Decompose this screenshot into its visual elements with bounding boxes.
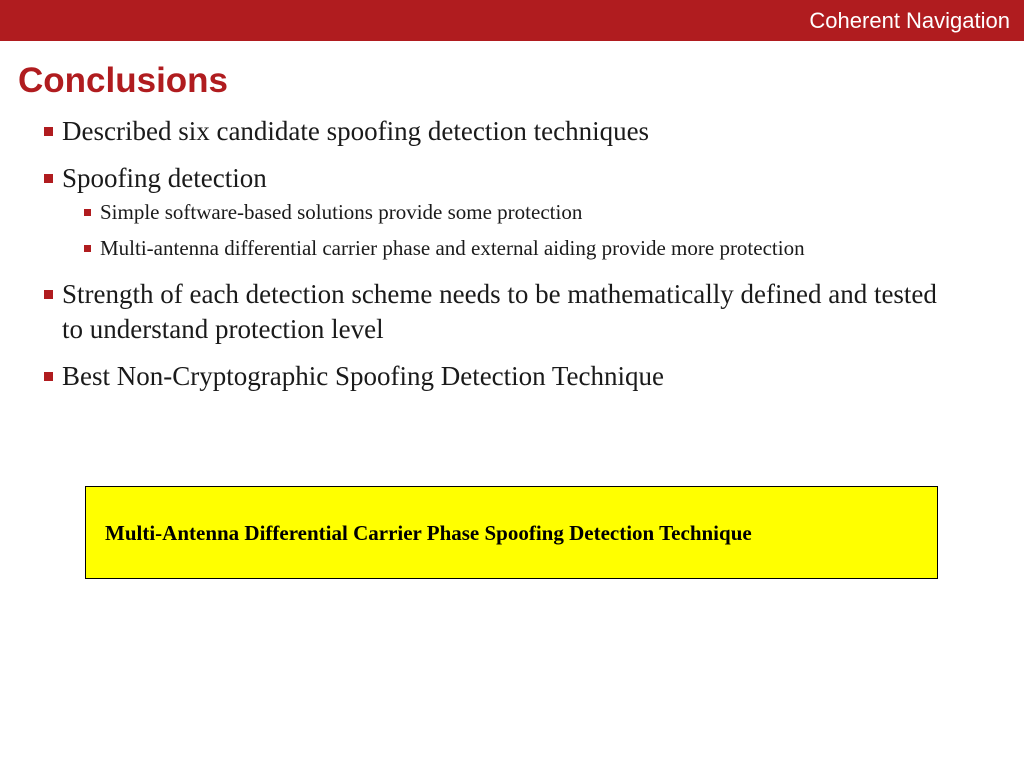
highlight-callout-box: [85, 486, 938, 579]
callout-text: Multi-Antenna Differential Carrier Phase Spoofing Detection Technique: [105, 521, 752, 545]
bullet-list: [44, 114, 964, 406]
bullet-item: [44, 359, 964, 394]
sub-bullet-text: Simple software-based solutions provide some protection: [100, 200, 583, 224]
bullet-item: [44, 277, 964, 347]
square-bullet-icon: [84, 209, 91, 216]
square-bullet-icon: [44, 174, 53, 183]
sub-bullet-text: Multi-antenna differential carrier phase and external aiding provide more protection: [100, 236, 805, 260]
square-bullet-icon: [44, 127, 53, 136]
bullet-item: [44, 161, 964, 196]
brand-label: Coherent Navigation: [809, 8, 1010, 33]
square-bullet-icon: [44, 372, 53, 381]
bullet-item: [44, 114, 964, 149]
bullet-text: Best Non-Cryptographic Spoofing Detection Technique: [62, 361, 664, 391]
bullet-text: Strength of each detection scheme needs to be mathematically defined and tested to understand protection level: [62, 279, 937, 344]
slide-title: Conclusions: [18, 61, 229, 100]
bullet-text: Described six candidate spoofing detection techniques: [62, 116, 650, 146]
header-bar: [0, 0, 1024, 41]
sub-bullet-item: [82, 200, 964, 225]
square-bullet-icon: [44, 290, 53, 299]
sub-bullet-item: [82, 236, 964, 261]
square-bullet-icon: [84, 245, 91, 252]
bullet-text: Spoofing detection: [62, 163, 267, 193]
